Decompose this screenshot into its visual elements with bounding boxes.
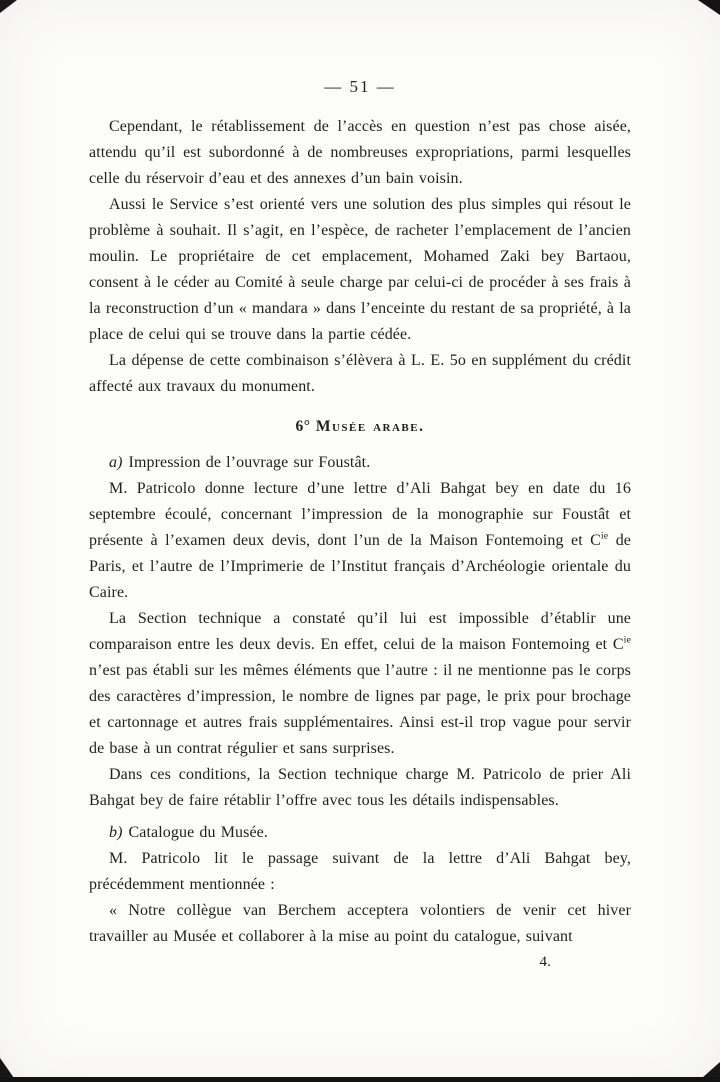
subsection-b-marker: b) xyxy=(109,824,123,841)
paragraph-patricolo-lettre-devis xyxy=(89,476,631,606)
scan-artifact-bottom-edge xyxy=(0,1077,720,1082)
subsection-a-title: Impression de l’ouvrage sur Foustât. xyxy=(128,454,371,471)
scan-artifact-corner-bottom-right xyxy=(702,1062,720,1078)
paragraph-solution-service: Aussi le Service s’est orienté vers une solution des plus simples qui résout le problème à souhait. Il s’agit, en l’espèce, de racheter l’emplacement de l’ancien moulin. Le propriétaire de cet emplacement, Mohamed Zaki bey Bartaou, consent à le céder au Comité à seule charge par celui-ci de procéder à ses frais à la reconstruction d’un « mandara » dans l’enceinte du restant de sa propriété, à la place de celui qui se trouve dans la partie cédée. xyxy=(89,196,631,343)
paragraph-text-before-sup: La Section technique a constaté qu’il lui est impossible d’établir une comparaison entre les deux devis. En effet, celui de la maison Fontemoing et C xyxy=(89,610,631,653)
section-heading-numeral: 6° xyxy=(295,418,311,435)
signature-mark: 4. xyxy=(539,954,551,970)
section-heading-title: Musée arabe. xyxy=(315,418,425,435)
paragraph-section-technique-comparaison xyxy=(89,606,631,762)
subsection-b-title: Catalogue du Musée. xyxy=(128,824,268,841)
paragraph-conditions-offre: Dans ces conditions, la Section technique charge M. Patricolo de prier Ali Bahgat bey de faire rétablir l’offre avec tous les détails indispensables. xyxy=(89,766,631,809)
paragraph-depense-combinaison: La dépense de cette combinaison s’élèvera à L. E. 5o en supplément du crédit affecté aux travaux du monument. xyxy=(89,352,631,395)
superscript-cie: ie xyxy=(600,530,609,542)
subsection-b-heading xyxy=(89,820,631,846)
paragraph-text-after-sup: de Paris, et l’autre de l’Imprimerie de l’Institut français d’Archéologie orientale du Caire. xyxy=(89,532,631,601)
paragraph-van-berchem-citation: « Notre collègue van Berchem acceptera volontiers de venir cet hiver travailler au Musée et collaborer à la mise au point du catalogue, suivant xyxy=(89,902,631,945)
subsection-a-marker: a) xyxy=(109,454,123,471)
scan-artifact-corner-top-left xyxy=(0,0,17,13)
subsection-a-heading xyxy=(89,450,631,476)
superscript-cie: ie xyxy=(623,634,631,646)
paragraph-patricolo-passage: M. Patricolo lit le passage suivant de la lettre d’Ali Bahgat bey, précédemment mentionnée : xyxy=(89,850,631,893)
paragraph-text-before-sup: M. Patricolo donne lecture d’une lettre d’Ali Bahgat bey en date du 16 septembre écoulé, concernant l’impression de la monographie sur Foustât et présente à l’examen deux devis, dont l’un de la Maison Fontemoing et C xyxy=(89,480,631,549)
paragraph-retablissement-acces: Cependant, le rétablissement de l’accès en question n’est pas chose aisée, attendu qu’il est subordonné à de nombreuses expropriations, parmi lesquelles celle du réservoir d’eau et des annexes d’un bain voisin. xyxy=(89,118,631,187)
section-heading-musee-arabe xyxy=(89,416,631,438)
page-number: — 51 — xyxy=(324,77,396,96)
page-body xyxy=(89,114,631,972)
scan-artifact-corner-bottom-left xyxy=(0,1058,14,1078)
scan-artifact-corner-top-right xyxy=(698,0,720,15)
paragraph-text-after-sup: n’est pas établi sur les mêmes éléments que l’autre : il ne mentionne pas le corps des caractères d’impression, le nombre de lignes par page, le prix pour brochage et cartonnage et autres frais supplémentaires. Ainsi est-il trop vague pour servir de base à un contrat régulier et sans surprises. xyxy=(89,662,631,757)
